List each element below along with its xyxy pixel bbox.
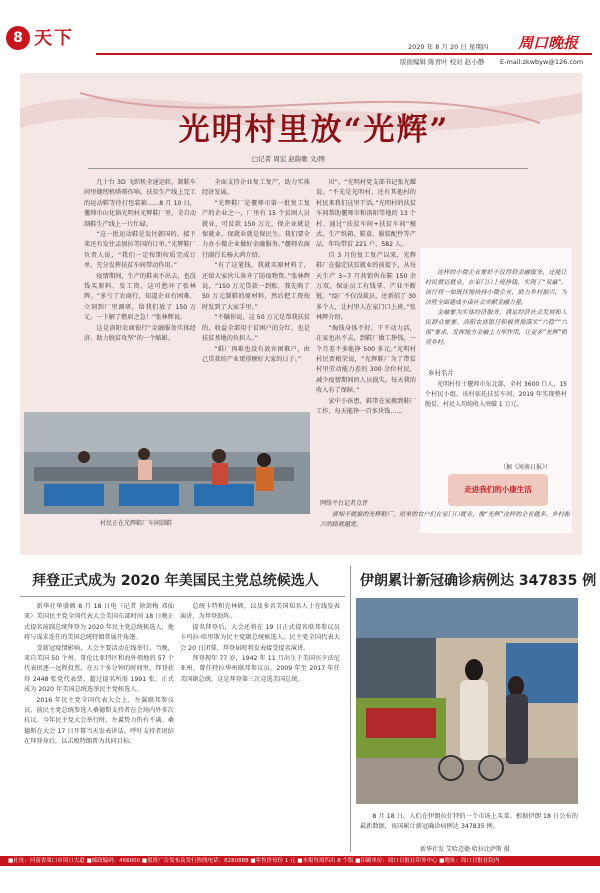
paragraph: 这样的小微企业要好不仅得到金融服务，还能让村民就近就业，在家门口上班挣钱，实现了“双赢”。该行将一如既往地扶持小微企业，助力乡村振兴，为决胜全面建成小康社会贡献金融力量。 bbox=[425, 269, 567, 306]
biden-article-column-2 bbox=[180, 602, 340, 850]
editor-note-label: 网络平台记者点评 bbox=[320, 500, 369, 507]
biden-article-column-1 bbox=[24, 602, 174, 850]
paragraph: “鞋厂再难也没有放弃困难户，由己贷款的产业更得顾好大家的日子。” bbox=[202, 345, 310, 363]
newspaper-logo: 周口晚报 bbox=[518, 34, 579, 52]
footer-text: ■社址：河南省周口市周口大道 ■邮政编码：466000 ■值班广告发布及发行热线电话：8280888 ■零售价每份 1 元 ■本报每周四出 8 个版 ■印刷单位：周口日报社印务中心 ■地址：周口日报社院内 bbox=[8, 858, 500, 864]
paragraph: “不瞒你说，这 50 万元是帮我扶贫的，收益全部用于贫困户的分红，也是扶贫基地的负担人。” bbox=[202, 314, 310, 343]
header-divider bbox=[96, 53, 592, 55]
paragraph: 提名拜登后，大会还将在 19 日正式提名联邦参议员卡玛拉·哈里斯为民主党副总统候选人。民主党全国代表大会 20 日闭幕，拜登届时将发表接受提名演讲。 bbox=[180, 623, 340, 652]
paragraph: 受新冠疫情影响，大会主要活动在线举行。当晚，来自美国 50 个州、哥伦比亚特区和海外领地的 57 个代表团逐一远程投票，在五十多分钟的时间里，拜登获得 2448 张党代表票，超过提名所需 1991 张，正式成为 2020 年美国总统选举民主党候选人。 bbox=[24, 644, 174, 694]
paragraph: 8 月 18 日，人们在伊朗拉什特的一个市场上买菜。根据伊朗 18 日公布的最新数据，该国累计新冠确诊病例达 347835 例。 bbox=[360, 813, 578, 831]
paragraph: 总统卡特和克林顿，以及多名美国知名人士在线发表演讲，为拜登助阵。 bbox=[180, 603, 340, 621]
editor-note-text bbox=[320, 510, 570, 534]
village-profile bbox=[425, 380, 567, 440]
article-divider bbox=[20, 596, 345, 597]
market-scene-illustration bbox=[356, 598, 578, 804]
paragraph: 新华社华盛顿 8 月 18 日电（记者 徐剑梅 邓仙来）美国民主党全国代表大会美国东部时间 18 日晚正式提名前副总统拜登为 2020 年民主党总统候选人，他将与谋求连任的美国总统特朗普展开角逐。 bbox=[24, 603, 174, 642]
biden-article-headline: 拜登正式成为 2020 年美国民主党总统候选人 bbox=[32, 573, 319, 589]
feature-column-2 bbox=[202, 178, 310, 408]
campaign-tag-image bbox=[448, 474, 548, 506]
photo-caption: 村民正在光辉鞋厂车间制鞋 bbox=[100, 520, 173, 527]
paragraph: 几十台 3D 飞织机全速运转，制鞋车间里缝纫机嗒嗒作响。扶贫生产线上完工的运动鞋等待打包装箱……8 月 10 日，偃师市山化镇光明村光辉鞋厂里，全自动制鞋生产线上一片忙碌。 bbox=[84, 179, 196, 228]
paragraph: 家中小孩患，鞋带在家搬到鞋厂工作，每天能挣一百多块钱…… bbox=[316, 397, 416, 415]
feature-byline: □记者 周宏 赵韵歌 文/图 bbox=[252, 155, 326, 163]
sidebar-commentary bbox=[425, 268, 567, 358]
paragraph: “这一批运动鞋是发往韩国的，接下来还有发往孟加拉等国的订单。”光辉鞋厂负责人说，“我们一定按期按质完成订单，充分发挥扶贫车间带动作用。” bbox=[84, 231, 196, 270]
iran-photo-caption bbox=[360, 812, 578, 844]
iran-market-photo bbox=[356, 598, 578, 804]
paragraph: 疫情期间，生产的鞋卖不出去，也没钱买原料、发工资，这可愁坏了张林辉。“多亏了农商行，知道企业有困难，立刻到厂里调研，给我们放了 150 万元，一下解了燃眉之急！”张林辉说。 bbox=[84, 272, 196, 322]
feature-column-3 bbox=[316, 178, 416, 496]
paragraph: 全面支持企业复工复产，助力实体经济发展。 bbox=[202, 179, 310, 197]
sidebar-source: （据《河南日报》） bbox=[500, 464, 552, 471]
iran-article-headline: 伊朗累计新冠确诊病例达 347835 例 bbox=[360, 573, 597, 589]
footer-bar bbox=[0, 856, 600, 866]
feature-headline: 光明村里放“光辉” bbox=[178, 112, 450, 148]
sidebar-heading: 乡村名片 bbox=[428, 369, 454, 377]
paragraph: 拜登现年 77 岁，1942 年 11 月出生于美国宾夕法尼亚州，曾任特拉华州联邦参议员，2009 年至 2017 年任美国副总统。这是拜登第三次竞选美国总统。 bbox=[180, 655, 340, 683]
section-title: 天下 bbox=[34, 28, 74, 49]
paragraph: “有了这笔钱，我就买原材料了，还给大家伙儿备齐了防疫物资。”张林辉说，“150 万元贷款一到账，我先购了 50 万元制鞋的原材料，然后把工资按时发到了大家手里。” bbox=[202, 262, 310, 311]
feature-column-1 bbox=[84, 178, 196, 408]
headline-rule bbox=[88, 168, 528, 169]
issue-date: 2020 年 8 月 20 日 星期四 bbox=[408, 43, 489, 51]
factory-workers-photo bbox=[24, 412, 310, 514]
paragraph: 唐知不就聚的光辉鞋厂，原来的农户们在家门口就业，像“光辉”这样的企业越多，乡村振兴的路就越宽。 bbox=[320, 511, 570, 528]
paragraph: 这是洛阳农商银行“金融服务实体经济、助力脱贫攻坚”的一个缩影。 bbox=[84, 324, 196, 343]
paragraph: 光明村位于偃师市东北部，全村 3600 口人，15 个村民小组。该村依托扶贫车间，2019 年实现整村脱贫，村民人均纯收入突破 1 万元。 bbox=[425, 381, 567, 408]
contact-email: E-mail:zkwbyw@126.com bbox=[500, 58, 584, 66]
paragraph: “光辉鞋厂是偃师市第一批复工复产的企业之一，厂里有 15 个贫困人员就业，可贫款 150 万元，保企业就是保就业，保就业就是保民生。我们要全力办小微企业做好金融服务。”偃师农商行副行长杨大鸿介绍。 bbox=[202, 199, 310, 259]
paragraph: 田”。“光明村党支部书记张光耀说。“不光是光明村，还有其他村的村民来我们这里干活。”光明村的扶贫车间帮助偃师市和洛阳等地的 13 个村、通过“扶贫车间+扶贫车间”模式，生产纸箱、鞋盒、服装配件等产品，年均带贫 221 户、582 人。 bbox=[316, 179, 416, 249]
photo-credit: 新华社发 艾哈迈德·哈拉比萨斯 摄 bbox=[420, 846, 510, 853]
paragraph: 自 3 月份复工复产以来，光辉鞋厂在稳定扶贫就业的前提下，从每天生产 3~7 月共销售布鞋 150 余万双，保证员工有钱拿、产业不断链。“疫厂不仅没裁员，还新招了 30 多个人，让村里人在家门口上班。”张林辉介绍。 bbox=[316, 251, 416, 322]
paragraph: 金融要为实体经济服务，满足经济社会发展和人民群众需要。洛阳农商银行积极贯彻落实“六稳”“六保”要求，发挥地方金融主力军作用，让更多“光辉”照亮乡村。 bbox=[425, 309, 567, 346]
page-number-badge: 8 bbox=[6, 26, 30, 50]
paragraph: 2016 年民主党全国代表大会上，左翼联邦参议员、前民主党总统参选人桑德斯支持者在会场内外多次抗议。今年民主党大会举行时，左翼势力仍有不满。桑德斯在大会 17 日开幕当天发表讲话，呼吁支持者团结在拜登身后，以击败特朗普为共同目标。 bbox=[24, 696, 174, 746]
column-divider bbox=[350, 566, 351, 852]
editor-line: 版面编辑 陈青叶 校对 赵小静 bbox=[400, 58, 485, 66]
campaign-tag-label: 走进我们的小康生活 bbox=[464, 485, 532, 494]
factory-scene-illustration bbox=[24, 412, 310, 514]
paragraph: “掏钱身体不好，干不动力活，在家也出不去，到鞋厂做工挣钱，一个月差不多能挣 500 多元。”光明村村民贾根荣说，“光辉鞋厂为了带贫村里劳动能力差的 300 余位村民，减少疫情期间的人员损失，每天我的收入有了保障。” bbox=[316, 324, 416, 395]
